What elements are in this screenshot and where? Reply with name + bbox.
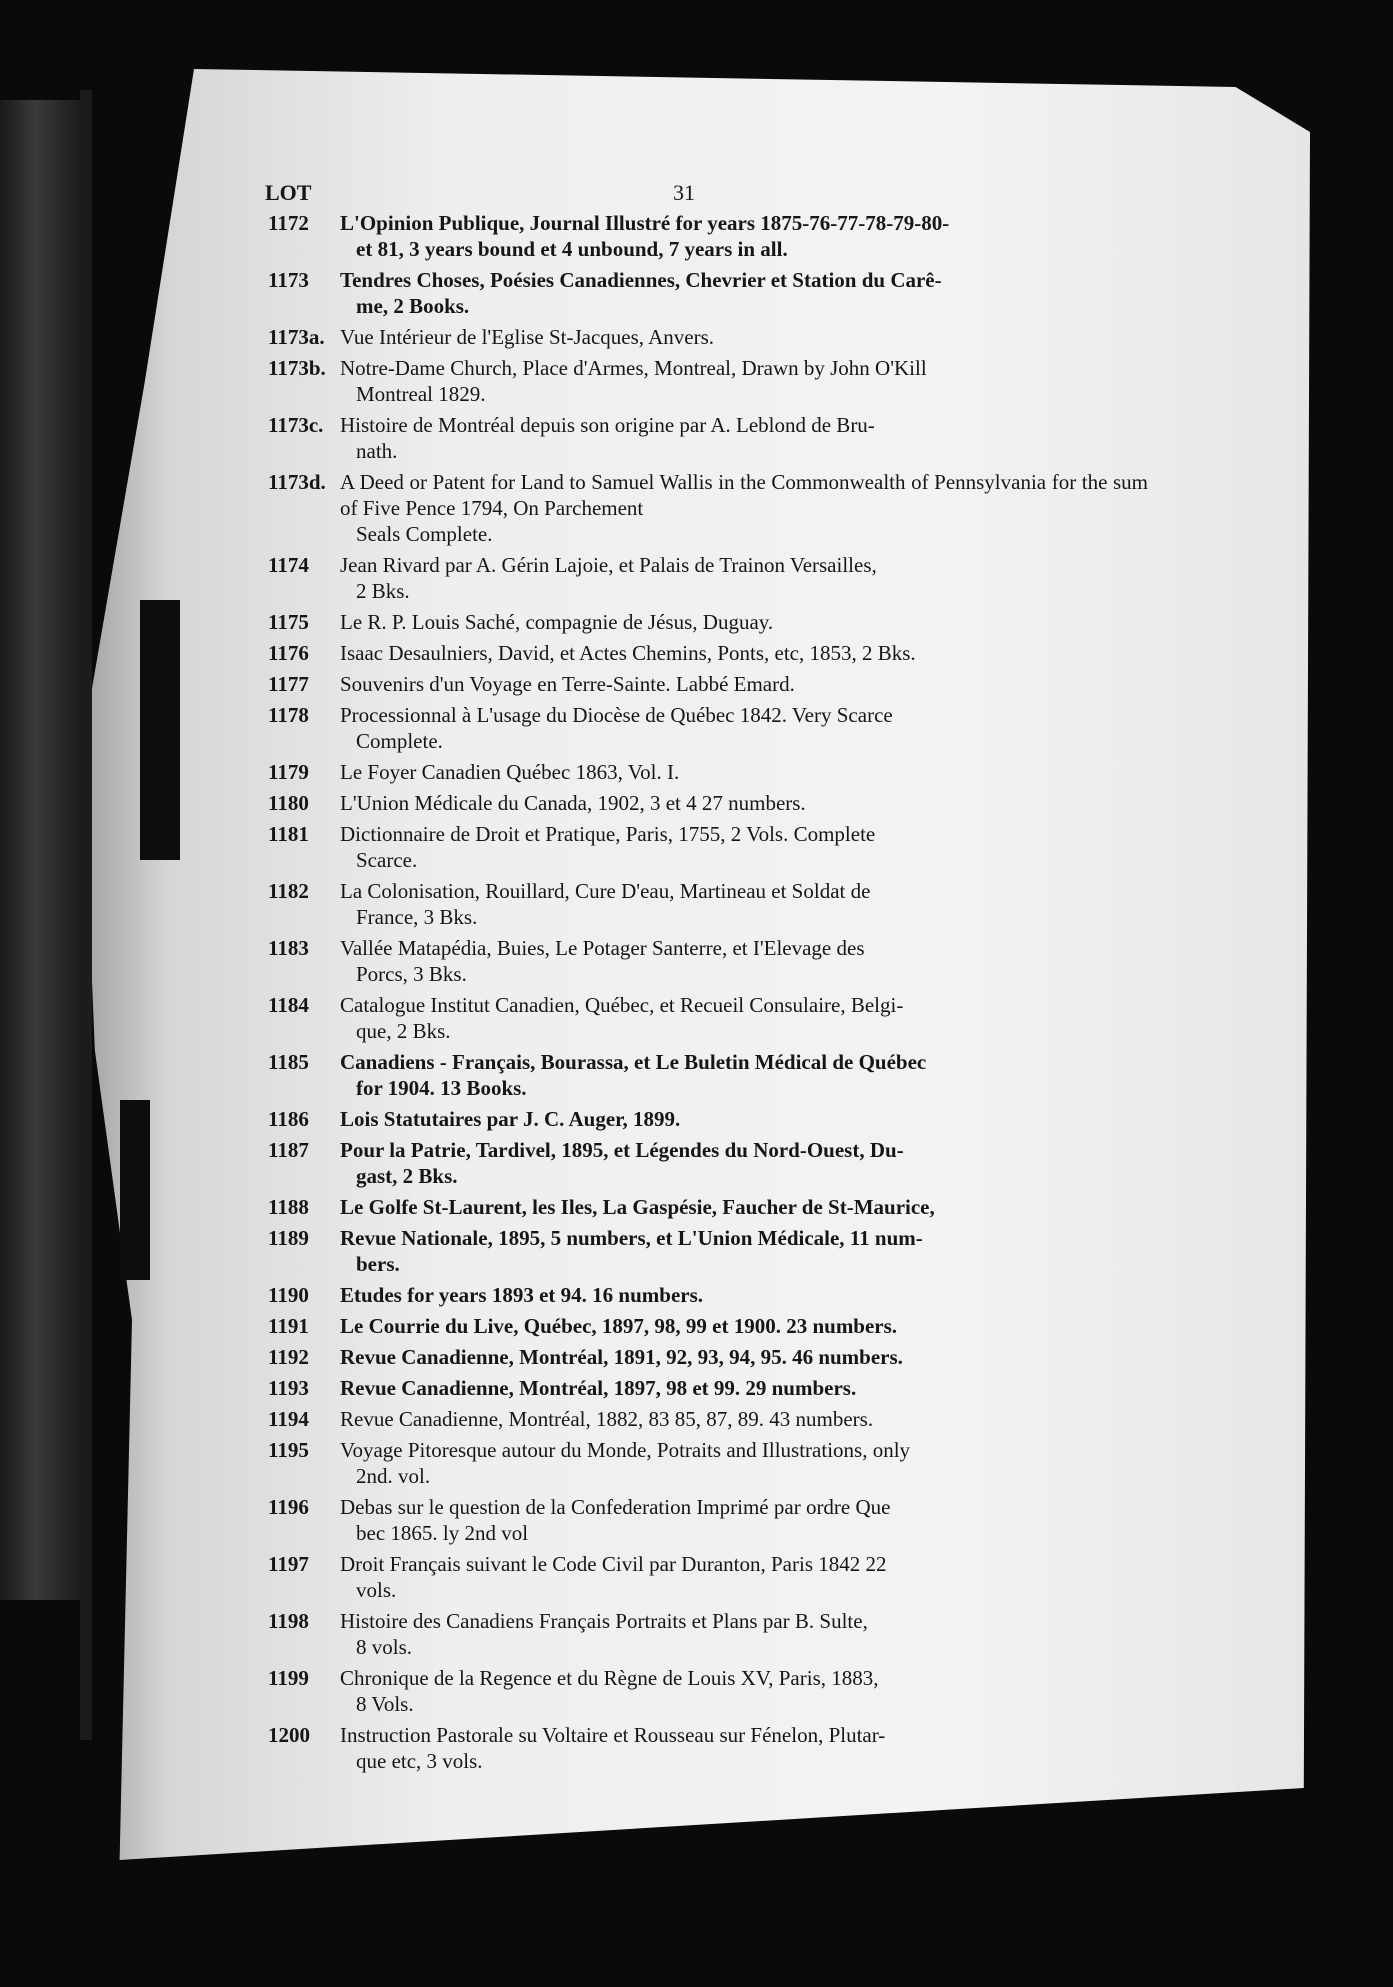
lot-description bbox=[340, 1551, 1148, 1603]
lot-number: 1194 bbox=[268, 1407, 309, 1431]
lot-number: 1188 bbox=[268, 1195, 309, 1219]
lot-description bbox=[340, 1194, 1148, 1220]
lot-number: 1173 bbox=[268, 268, 309, 292]
lot-entry bbox=[268, 640, 1148, 666]
lot-description bbox=[340, 821, 1148, 873]
lot-number: 1181 bbox=[268, 822, 309, 846]
lot-entry bbox=[268, 790, 1148, 816]
lot-number: 1195 bbox=[268, 1438, 309, 1462]
lot-description bbox=[340, 640, 1148, 666]
lot-description bbox=[340, 935, 1148, 987]
lot-description-text: Revue Canadienne, Montréal, 1897, 98 et 99. 29 numbers. bbox=[340, 1376, 857, 1400]
lot-description bbox=[340, 1494, 1148, 1546]
binding-spine bbox=[80, 90, 92, 1740]
lot-entry bbox=[268, 267, 1148, 319]
lot-description-text: Vallée Matapédia, Buies, Le Potager Santerre, et I'Elevage des bbox=[340, 936, 865, 960]
lot-description-continuation: for 1904. 13 Books. bbox=[356, 1076, 527, 1100]
lot-number: 1173d. bbox=[268, 470, 326, 494]
lot-entry bbox=[268, 1225, 1148, 1277]
lot-description-text: Voyage Pitoresque autour du Monde, Potraits and Illustrations, only bbox=[340, 1438, 911, 1462]
lot-description-continuation: nath. bbox=[356, 439, 398, 463]
lot-description-text: Jean Rivard par A. Gérin Lajoie, et Palais de Trainon Versailles, bbox=[340, 553, 877, 577]
lot-description bbox=[340, 702, 1148, 754]
lot-description-text: Le R. P. Louis Saché, compagnie de Jésus, Duguay. bbox=[340, 610, 774, 634]
lot-entry bbox=[268, 1344, 1148, 1370]
lot-description-text: Tendres Choses, Poésies Canadiennes, Chevrier et Station du Carê- bbox=[340, 268, 942, 292]
lot-description bbox=[340, 992, 1148, 1044]
lot-description-continuation: me, 2 Books. bbox=[356, 294, 470, 318]
lot-entry bbox=[268, 1137, 1148, 1189]
lot-entry bbox=[268, 1437, 1148, 1489]
lot-description-text: Le Golfe St-Laurent, les Iles, La Gaspésie, Faucher de St-Maurice, bbox=[340, 1195, 935, 1219]
scan-left-edge bbox=[0, 100, 90, 1600]
lot-number: 1174 bbox=[268, 553, 309, 577]
page-tear-mark bbox=[140, 600, 180, 860]
lot-description-text: Revue Canadienne, Montréal, 1882, 83 85, 87, 89. 43 numbers. bbox=[340, 1407, 874, 1431]
lot-description bbox=[340, 1313, 1148, 1339]
lot-description-continuation: 8 vols. bbox=[356, 1635, 413, 1659]
lot-description-continuation: que, 2 Bks. bbox=[356, 1019, 451, 1043]
lot-number: 1189 bbox=[268, 1226, 309, 1250]
lot-number: 1185 bbox=[268, 1050, 309, 1074]
lot-entry bbox=[268, 702, 1148, 754]
lot-description-text: L'Opinion Publique, Journal Illustré for years 1875-76-77-78-79-80- bbox=[340, 211, 950, 235]
lot-number: 1180 bbox=[268, 791, 309, 815]
lot-entry bbox=[268, 552, 1148, 604]
lot-description bbox=[340, 267, 1148, 319]
lot-number: 1173c. bbox=[268, 413, 324, 437]
lot-description bbox=[340, 324, 1148, 350]
lot-column-heading: LOT bbox=[265, 180, 312, 205]
lot-number: 1193 bbox=[268, 1376, 309, 1400]
lot-number: 1173b. bbox=[268, 356, 326, 380]
lot-entry bbox=[268, 878, 1148, 930]
page-tear-mark bbox=[120, 1100, 150, 1280]
lot-entry bbox=[268, 210, 1148, 262]
lot-description-text: Isaac Desaulniers, David, et Actes Chemins, Ponts, etc, 1853, 2 Bks. bbox=[340, 641, 916, 665]
lot-number: 1179 bbox=[268, 760, 309, 784]
lot-description bbox=[340, 1375, 1148, 1401]
lot-list bbox=[268, 210, 1148, 1774]
lot-entry bbox=[268, 1722, 1148, 1774]
lot-description-text: Souvenirs d'un Voyage en Terre-Sainte. Labbé Emard. bbox=[340, 672, 795, 696]
lot-entry bbox=[268, 759, 1148, 785]
lot-description bbox=[340, 1137, 1148, 1189]
lot-description-continuation: 2 Bks. bbox=[356, 579, 410, 603]
lot-number: 1199 bbox=[268, 1666, 309, 1690]
lot-number: 1186 bbox=[268, 1107, 309, 1131]
lot-description-text: Le Courrie du Live, Québec, 1897, 98, 99 et 1900. 23 numbers. bbox=[340, 1314, 898, 1338]
lot-entry bbox=[268, 1282, 1148, 1308]
lot-entry bbox=[268, 1494, 1148, 1546]
lot-description-text: La Colonisation, Rouillard, Cure D'eau, Martineau et Soldat de bbox=[340, 879, 871, 903]
lot-entry bbox=[268, 1194, 1148, 1220]
lot-entry bbox=[268, 1106, 1148, 1132]
lot-description bbox=[340, 759, 1148, 785]
lot-description-continuation: France, 3 Bks. bbox=[356, 905, 478, 929]
lot-description-continuation: vols. bbox=[356, 1578, 397, 1602]
lot-description bbox=[340, 210, 1148, 262]
lot-description bbox=[340, 1282, 1148, 1308]
lot-number: 1173a. bbox=[268, 325, 325, 349]
lot-description-text: L'Union Médicale du Canada, 1902, 3 et 4 27 numbers. bbox=[340, 791, 806, 815]
lot-number: 1196 bbox=[268, 1495, 309, 1519]
lot-description-text: Revue Nationale, 1895, 5 numbers, et L'Union Médicale, 11 num- bbox=[340, 1226, 923, 1250]
document-body bbox=[265, 180, 1148, 1779]
lot-description bbox=[340, 1344, 1148, 1370]
lot-description bbox=[340, 878, 1148, 930]
lot-description-text: Notre-Dame Church, Place d'Armes, Montreal, Drawn by John O'Kill bbox=[340, 356, 927, 380]
lot-number: 1177 bbox=[268, 672, 309, 696]
lot-description-text: Chronique de la Regence et du Règne de Louis XV, Paris, 1883, bbox=[340, 1666, 879, 1690]
lot-description-text: Canadiens - Français, Bourassa, et Le Buletin Médical de Québec bbox=[340, 1050, 927, 1074]
lot-description bbox=[340, 1722, 1148, 1774]
lot-description-text: Instruction Pastorale su Voltaire et Rousseau sur Fénelon, Plutar- bbox=[340, 1723, 886, 1747]
lot-description-text: Histoire des Canadiens Français Portraits et Plans par B. Sulte, bbox=[340, 1609, 868, 1633]
lot-number: 1178 bbox=[268, 703, 309, 727]
lot-number: 1183 bbox=[268, 936, 309, 960]
lot-description-continuation: Montreal 1829. bbox=[356, 382, 486, 406]
lot-description-text: Debas sur le question de la Confederation Imprimé par ordre Que bbox=[340, 1495, 891, 1519]
lot-number: 1176 bbox=[268, 641, 309, 665]
lot-number: 1198 bbox=[268, 1609, 309, 1633]
lot-description bbox=[340, 552, 1148, 604]
lot-number: 1187 bbox=[268, 1138, 309, 1162]
lot-description bbox=[340, 1608, 1148, 1660]
lot-description-continuation: Scarce. bbox=[356, 848, 418, 872]
lot-description-continuation: et 81, 3 years bound et 4 unbound, 7 years in all. bbox=[356, 237, 788, 261]
lot-entry bbox=[268, 1608, 1148, 1660]
lot-entry bbox=[268, 935, 1148, 987]
lot-description-text: Vue Intérieur de l'Eglise St-Jacques, Anvers. bbox=[340, 325, 715, 349]
lot-description bbox=[340, 1225, 1148, 1277]
lot-description-text: Lois Statutaires par J. C. Auger, 1899. bbox=[340, 1107, 681, 1131]
lot-description-continuation: Complete. bbox=[356, 729, 443, 753]
lot-description-text: Dictionnaire de Droit et Pratique, Paris, 1755, 2 Vols. Complete bbox=[340, 822, 876, 846]
lot-number: 1197 bbox=[268, 1552, 309, 1576]
lot-entry bbox=[268, 1049, 1148, 1101]
lot-description bbox=[340, 1406, 1148, 1432]
lot-number: 1175 bbox=[268, 610, 309, 634]
lot-description bbox=[340, 671, 1148, 697]
lot-description-text: Catalogue Institut Canadien, Québec, et Recueil Consulaire, Belgi- bbox=[340, 993, 904, 1017]
page-number: 31 bbox=[673, 180, 695, 205]
lot-description-continuation: gast, 2 Bks. bbox=[356, 1164, 458, 1188]
lot-description-text: A Deed or Patent for Land to Samuel Wallis in the Commonwealth of Pennsylvania for the sum of Five Pence 1794, On Parchement bbox=[340, 470, 1148, 520]
lot-description-text: Le Foyer Canadien Québec 1863, Vol. I. bbox=[340, 760, 680, 784]
lot-description-continuation: Seals Complete. bbox=[356, 522, 493, 546]
lot-description-continuation: bec 1865. ly 2nd vol bbox=[356, 1521, 529, 1545]
lot-description-continuation: 2nd. vol. bbox=[356, 1464, 431, 1488]
lot-number: 1184 bbox=[268, 993, 309, 1017]
lot-entry bbox=[268, 992, 1148, 1044]
lot-description bbox=[340, 469, 1148, 547]
lot-description-text: Histoire de Montréal depuis son origine par A. Leblond de Bru- bbox=[340, 413, 875, 437]
lot-description-continuation: bers. bbox=[356, 1252, 400, 1276]
lot-number: 1192 bbox=[268, 1345, 309, 1369]
lot-entry bbox=[268, 1406, 1148, 1432]
lot-entry bbox=[268, 821, 1148, 873]
lot-entry bbox=[268, 1313, 1148, 1339]
page-header bbox=[265, 180, 695, 206]
lot-entry bbox=[268, 609, 1148, 635]
lot-description-text: Processionnal à L'usage du Diocèse de Québec 1842. Very Scarce bbox=[340, 703, 893, 727]
lot-description bbox=[340, 412, 1148, 464]
lot-entry bbox=[268, 469, 1148, 547]
lot-description bbox=[340, 1665, 1148, 1717]
lot-number: 1172 bbox=[268, 211, 309, 235]
lot-number: 1190 bbox=[268, 1283, 309, 1307]
lot-number: 1200 bbox=[268, 1723, 310, 1747]
lot-description-continuation: que etc, 3 vols. bbox=[356, 1749, 483, 1773]
lot-entry bbox=[268, 1665, 1148, 1717]
lot-description-text: Droit Français suivant le Code Civil par Duranton, Paris 1842 22 bbox=[340, 1552, 887, 1576]
lot-description bbox=[340, 1049, 1148, 1101]
lot-description-continuation: Porcs, 3 Bks. bbox=[356, 962, 467, 986]
lot-description bbox=[340, 1106, 1148, 1132]
lot-entry bbox=[268, 324, 1148, 350]
lot-entry bbox=[268, 1551, 1148, 1603]
lot-description-text: Etudes for years 1893 et 94. 16 numbers. bbox=[340, 1283, 704, 1307]
lot-entry bbox=[268, 671, 1148, 697]
lot-description bbox=[340, 1437, 1148, 1489]
lot-description-continuation: 8 Vols. bbox=[356, 1692, 414, 1716]
lot-entry bbox=[268, 355, 1148, 407]
lot-description bbox=[340, 355, 1148, 407]
lot-number: 1191 bbox=[268, 1314, 309, 1338]
lot-description bbox=[340, 609, 1148, 635]
lot-description-text: Pour la Patrie, Tardivel, 1895, et Légendes du Nord-Ouest, Du- bbox=[340, 1138, 904, 1162]
lot-number: 1182 bbox=[268, 879, 309, 903]
lot-description-text: Revue Canadienne, Montréal, 1891, 92, 93, 94, 95. 46 numbers. bbox=[340, 1345, 903, 1369]
lot-entry bbox=[268, 412, 1148, 464]
lot-description bbox=[340, 790, 1148, 816]
lot-entry bbox=[268, 1375, 1148, 1401]
